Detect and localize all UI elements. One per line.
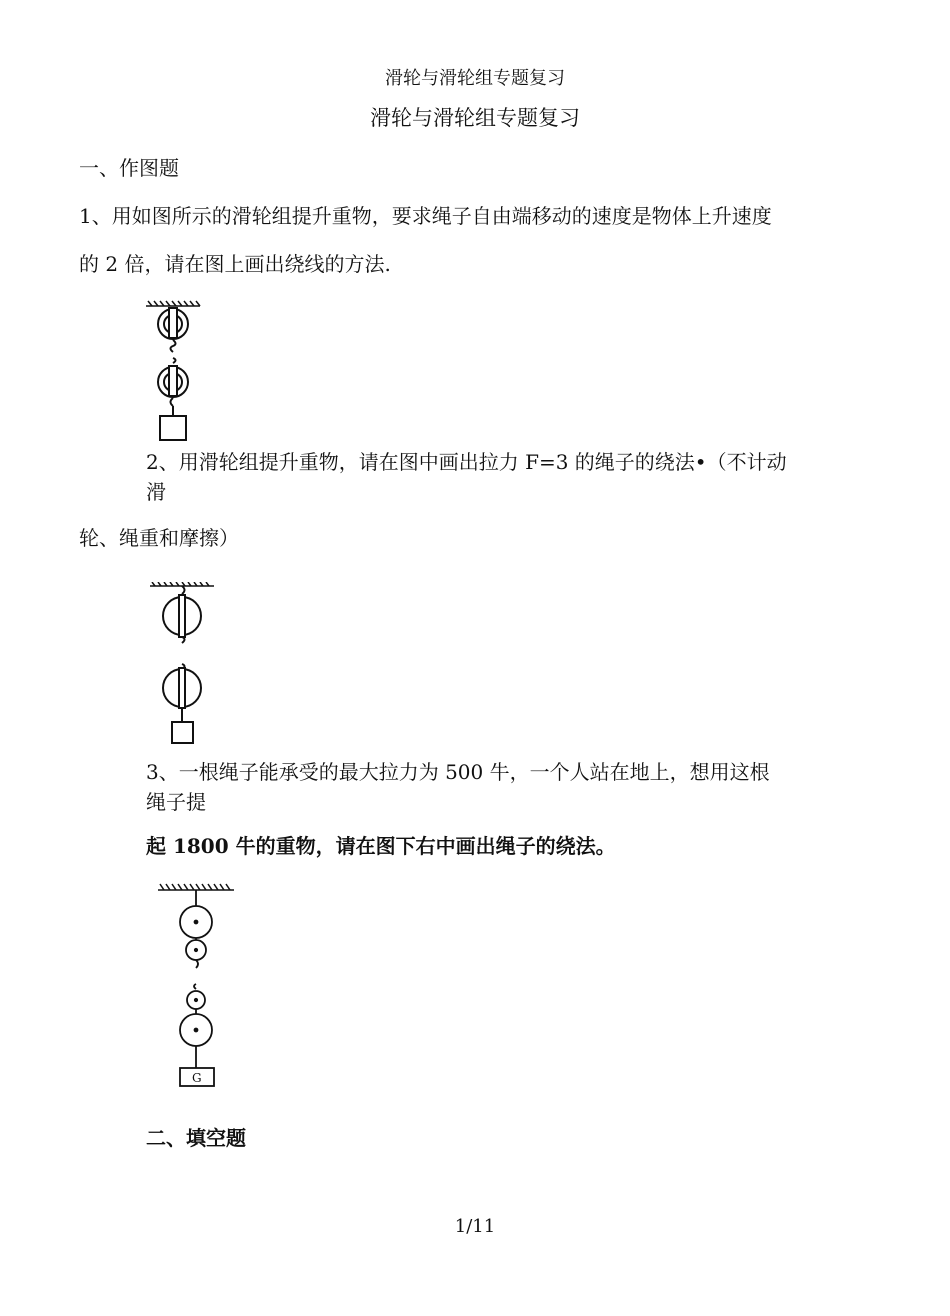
section-heading-drawing: 一、作图题	[79, 156, 179, 180]
question-2-line-3: 轮、绳重和摩擦）	[79, 526, 239, 550]
question-1-line-2: 的 2 倍，请在图上画出绕线的方法.	[79, 252, 391, 276]
ceiling-hatch	[158, 884, 234, 890]
question-3-line-3: 起 1800 牛的重物，请在图下右中画出绳子的绕法。	[146, 834, 616, 858]
figure-1-pulley-diagram	[140, 298, 210, 444]
question-2-line-2: 滑	[146, 480, 166, 504]
page-number: 1/11	[454, 1216, 496, 1237]
question-2-line-1: 2、用滑轮组提升重物，请在图中画出拉力 F=3 的绳子的绕法•（不计动	[146, 450, 787, 474]
fixed-pulley	[163, 586, 201, 643]
fixed-pulley-assembly	[180, 890, 212, 968]
section-heading-fill-in: 二、填空题	[146, 1126, 246, 1150]
movable-pulley	[163, 664, 201, 743]
fixed-pulley	[158, 308, 188, 352]
ceiling-hatch	[146, 301, 200, 306]
page-header: 滑轮与滑轮组专题复习	[385, 68, 565, 89]
question-3-line-1: 3、一根绳子能承受的最大拉力为 500 牛，一个人站在地上，想用这根	[146, 760, 770, 784]
movable-pulley	[158, 358, 188, 440]
page-title: 滑轮与滑轮组专题复习	[370, 106, 580, 130]
question-3-line-2: 绳子提	[146, 790, 206, 814]
figure-2-pulley-diagram	[146, 582, 226, 746]
figure-3-pulley-diagram	[152, 876, 242, 1090]
weight-label-g: G	[192, 1071, 202, 1085]
ceiling-hatch	[150, 582, 214, 586]
question-1-line-1: 1、用如图所示的滑轮组提升重物，要求绳子自由端移动的速度是物体上升速度	[79, 204, 772, 228]
